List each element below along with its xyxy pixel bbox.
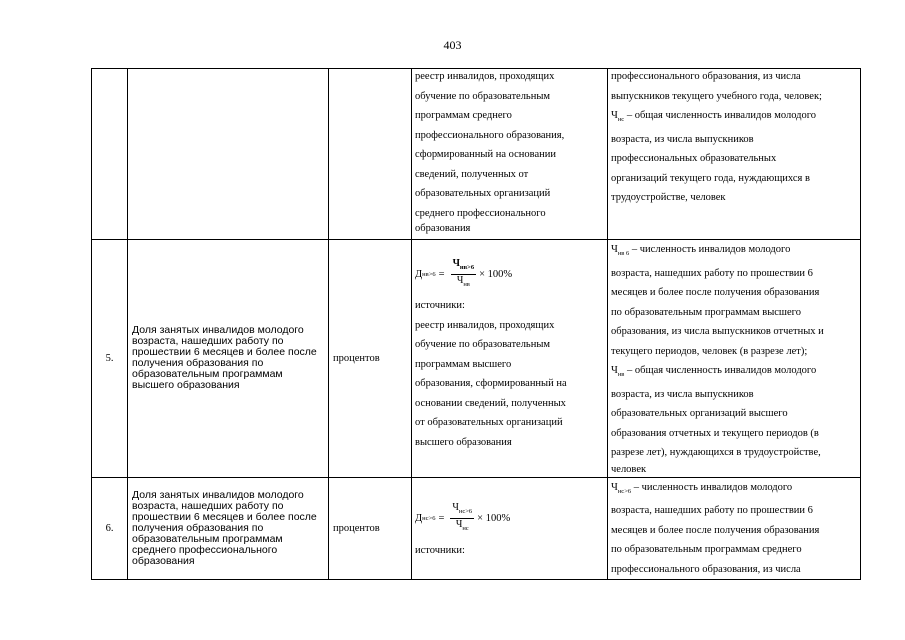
indicator-name: Доля занятых инвалидов молодого возраста, нашедших работу по прошествии 6 месяцев и более после получения образования по образовательным программам среднего профессионального образования [128, 477, 329, 580]
description-line: образования, из числа выпускников отчетных и [611, 326, 824, 338]
description-line: организаций текущего года, нуждающихся в [611, 172, 810, 184]
description-line: $Ч_{нв}$ – общая численность инвалидов молодого [611, 365, 817, 379]
description-cell [608, 69, 861, 240]
description-line: трудоустройстве, человек [611, 192, 726, 204]
description-line: образования отчетных и текущего периодов (в [611, 427, 819, 439]
formula: Д нв>6 = $\frac{Ч_{нв>6}}{Ч_{нв}}$ × 100% [415, 252, 604, 296]
source-line: реестр инвалидов, проходящих [415, 71, 555, 82]
description-line: человек [611, 463, 647, 475]
variable-subscript: нс [617, 116, 625, 124]
description-cell [608, 240, 861, 478]
variable-symbol: Ч [611, 481, 618, 493]
source-line: сведений, полученных от [415, 168, 529, 180]
formula-cell [412, 69, 608, 240]
description-cell [608, 477, 861, 580]
formula: Д нс>6 = $\frac{Ч_{нс>6}}{Ч_{нс}}$ × 100% [415, 497, 604, 541]
indicator-name: Доля занятых инвалидов молодого возраста, нашедших работу по прошествии 6 месяцев и более после получения образования по образовательным программам высшего образования [128, 240, 329, 478]
fraction: $\frac{Ч_{нв>6}}{Ч_{нв}}$ [452, 257, 475, 288]
source-line: основании сведений, полученных [415, 397, 566, 409]
source-line: образования [415, 223, 471, 234]
fraction: $\frac{Ч_{нс>6}}{Ч_{нс}}$ [452, 502, 473, 533]
formula-cell [412, 477, 608, 580]
row-number: 5. [92, 240, 128, 478]
description-line: разрезе лет), нуждающихся в трудоустройстве, [611, 447, 821, 459]
variable-subscript: нв 6 [617, 250, 630, 258]
row-number: 6. [92, 477, 128, 580]
description-line: по образовательным программам среднего [611, 544, 802, 556]
description-line: текущего периодов, человек (в разрезе лет); [611, 345, 808, 357]
indicator-table [91, 68, 861, 580]
unit-cell: процентов [329, 477, 412, 580]
description-line: возраста, из числа выпускников [611, 133, 754, 145]
page-number: 403 [443, 38, 462, 52]
description-line: образовательных организаций высшего [611, 408, 788, 420]
description-line: профессиональных образовательных [611, 153, 777, 165]
source-line: программам высшего [415, 358, 512, 370]
table-row [92, 69, 861, 240]
source-line: сформированный на основании [415, 149, 556, 160]
source-line: от образовательных организаций [415, 417, 563, 428]
description-line: возраста, нашедших работу по прошествии 6 [611, 505, 813, 517]
source-line: высшего образования [415, 436, 512, 448]
description-line: профессионального образования, из числа [611, 563, 801, 575]
source-line: образования, сформированный на [415, 378, 567, 389]
variable-subscript: нв [617, 371, 625, 379]
table-row [92, 477, 861, 580]
description-line: $Ч_{нс}$ – общая численность инвалидов молодого [611, 110, 817, 124]
description-line: выпускников текущего учебного года, человек; [611, 90, 822, 102]
description-line: возраста, из числа выпускников [611, 388, 754, 400]
table-row [92, 240, 861, 478]
description-line: по образовательным программам высшего [611, 306, 801, 318]
variable-subscript: нс>6 [617, 487, 632, 495]
source-line: реестр инвалидов, проходящих [415, 319, 555, 331]
formula-cell [412, 240, 608, 478]
source-line: образовательных организаций [415, 188, 551, 199]
source-line: обучение по образовательным [415, 90, 551, 102]
source-line: обучение по образовательным [415, 339, 551, 350]
source-line: программам среднего [415, 110, 512, 121]
source-line: источники: [415, 544, 465, 556]
description-line: месяцев и более после получения образования [611, 287, 820, 299]
description-line: месяцев и более после получения образования [611, 524, 820, 536]
variable-symbol: Ч [611, 244, 618, 255]
row-number [92, 69, 128, 240]
description-line: $Ч_{нв 6}$ – численность инвалидов молодого [611, 244, 791, 258]
indicator-name [128, 69, 329, 240]
description-line: $Ч_{нс>6}$ – численность инвалидов молодого [611, 481, 793, 495]
variable-symbol: Ч [611, 365, 618, 377]
unit-cell [329, 69, 412, 240]
source-line: среднего профессионального [415, 207, 546, 219]
description-line: возраста, нашедших работу по прошествии 6 [611, 267, 813, 279]
variable-symbol: Ч [611, 110, 618, 121]
description-line: профессионального образования, из числа [611, 71, 801, 82]
source-line: профессионального образования, [415, 129, 565, 141]
source-line: источники: [415, 300, 465, 311]
unit-cell: процентов [329, 240, 412, 478]
